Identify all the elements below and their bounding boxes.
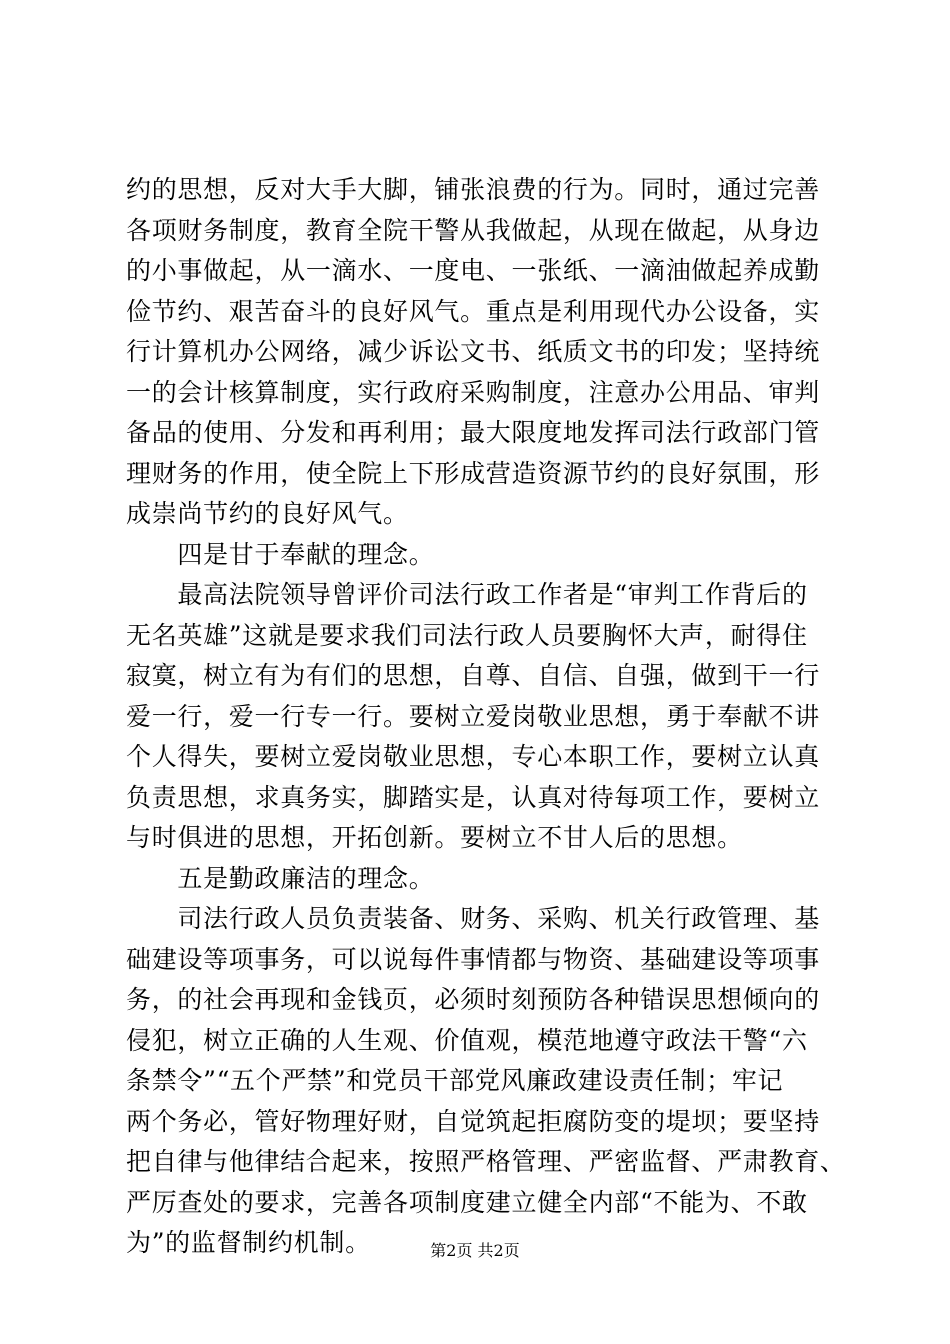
text-line: 最高法院领导曾评价司法行政工作者是“审判工作背后的 — [126, 580, 808, 609]
text-line: 的小事做起，从一滴水、一度电、一张纸、一滴油做起养成勤 — [126, 256, 820, 285]
section-heading: 四是甘于奉献的理念。 — [126, 539, 435, 569]
text-line: 无名英雄”这就是要求我们司法行政人员要胸怀大声，耐得住 — [126, 620, 808, 650]
text-line: 各项财务制度，教育全院干警从我做起，从现在做起，从身边 — [126, 215, 820, 245]
text-line: 约的思想，反对大手大脚，铺张浪费的行为。同时，通过完善 — [126, 175, 820, 204]
body-text — [126, 170, 846, 1264]
text-line: 把自律与他律结合起来，按照严格管理、严密监督、严肃教育、 — [126, 1147, 846, 1176]
text-line: 一的会计核算制度，实行政府采购制度，注意办公用品、审判 — [126, 377, 820, 407]
section-heading: 五是勤政廉洁的理念。 — [126, 863, 435, 893]
text-line: 与时俱进的思想，开拓创新。要树立不甘人后的思想。 — [126, 823, 743, 852]
text-line: 成崇尚节约的良好风气。 — [126, 499, 409, 528]
text-line: 个人得失，要树立爱岗敬业思想，专心本职工作，要树立认真 — [126, 742, 820, 771]
text-line: 侵犯，树立正确的人生观、价值观，模范地遵守政法干警“六 — [126, 1025, 808, 1055]
text-line: 为”的监督制约机制。 — [126, 1228, 371, 1257]
text-line: 理财务的作用，使全院上下形成营造资源节约的良好氛围，形 — [126, 458, 820, 488]
text-line: 爱一行，爱一行专一行。要树立爱岗敬业思想，勇于奉献不讲 — [126, 701, 820, 731]
text-line: 两个务必，管好物理好财，自觉筑起拒腐防变的堤坝；要坚持 — [126, 1106, 820, 1136]
text-line: 础建设等项事务，可以说每件事情都与物资、基础建设等项事 — [126, 944, 820, 974]
text-line: 俭节约、艰苦奋斗的良好风气。重点是利用现代办公设备，实 — [126, 296, 820, 326]
text-line: 备品的使用、分发和再利用；最大限度地发挥司法行政部门管 — [126, 418, 820, 447]
text-line: 行计算机办公网络，减少诉讼文书、纸质文书的印发；坚持统 — [126, 337, 820, 366]
text-line: 严厉查处的要求，完善各项制度建立健全内部“不能为、不敢 — [126, 1187, 808, 1217]
page-number-footer: 第2页 共2页 — [430, 1241, 520, 1260]
text-line: 寂寞，树立有为有们的思想，自尊、自信、自强，做到干一行 — [126, 661, 820, 690]
text-line: 司法行政人员负责装备、财务、采购、机关行政管理、基 — [126, 904, 820, 933]
text-line: 负责思想，求真务实，脚踏实是，认真对待每项工作，要树立 — [126, 782, 820, 812]
text-line: 务，的社会再现和金钱页，必须时刻预防各种错误思想倾向的 — [126, 985, 820, 1014]
text-line: 条禁令”“五个严禁”和党员干部党风廉政建设责任制；牢记 — [126, 1066, 784, 1095]
